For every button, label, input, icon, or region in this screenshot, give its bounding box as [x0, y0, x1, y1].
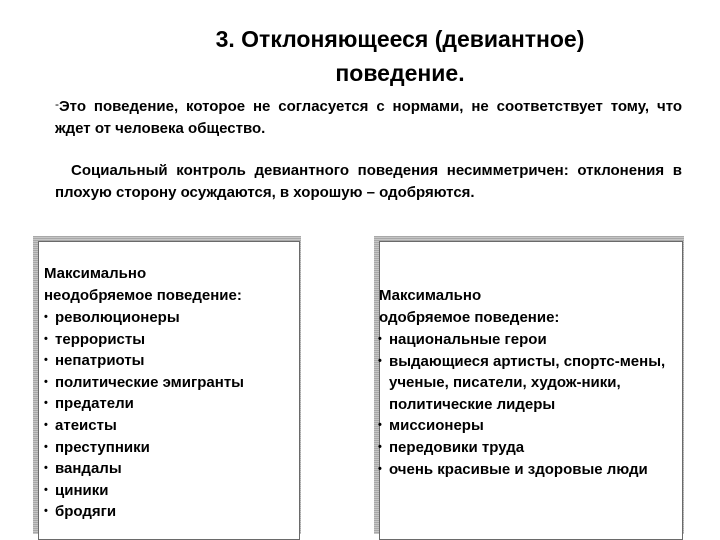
- disapproved-heading: [44, 263, 299, 307]
- list-item: • очень красивые и здоровые люди: [378, 459, 682, 481]
- disapproved-behavior-box: [38, 241, 300, 540]
- list-item: • выдающиеся артисты, спортс-мены, ученые, писатели, худож-ники, политические лидеры: [378, 351, 682, 416]
- approved-heading: [379, 285, 682, 329]
- list-item: • преступники: [44, 437, 299, 459]
- social-control-paragraph: Социальный контроль девиантного поведения несимметричен: отклонения в плохую сторону осуждаются, в хорошую – одобряются.: [55, 162, 682, 201]
- list-item: • вандалы: [44, 458, 299, 480]
- list-item: • бродяги: [44, 501, 299, 523]
- list-item: • предатели: [44, 393, 299, 415]
- disapproved-heading-line1: Максимально: [44, 265, 147, 282]
- approved-heading-line2: одобряемое поведение:: [379, 309, 560, 326]
- list-item: • атеисты: [44, 415, 299, 437]
- list-item: • революционеры: [44, 307, 299, 329]
- list-item: • передовики труда: [378, 437, 682, 459]
- approved-heading-line1: Максимально: [379, 287, 482, 304]
- list-item: • непатриоты: [44, 350, 299, 372]
- disapproved-heading-line2: неодобряемое поведение:: [44, 287, 242, 304]
- slide-title-line1: 3. Отклоняющееся (девиантное): [215, 26, 585, 52]
- approved-list: [380, 329, 682, 480]
- list-item: • циники: [44, 480, 299, 502]
- list-item: • политические эмигранты: [44, 372, 299, 394]
- definition-dash: -: [55, 97, 59, 111]
- approved-behavior-box: [379, 241, 683, 540]
- definition-text: Это поведение, которое не согласуется с нормами, не соответствует тому, что ждет от человека общество.: [55, 98, 682, 137]
- slide-title-line2: поведение.: [335, 60, 465, 86]
- list-item: • национальные герои: [378, 329, 682, 351]
- disapproved-list: [44, 307, 299, 523]
- list-item: • миссионеры: [378, 415, 682, 437]
- slide-title: [120, 22, 680, 90]
- definition-paragraph: [55, 93, 682, 140]
- list-item: • террористы: [44, 329, 299, 351]
